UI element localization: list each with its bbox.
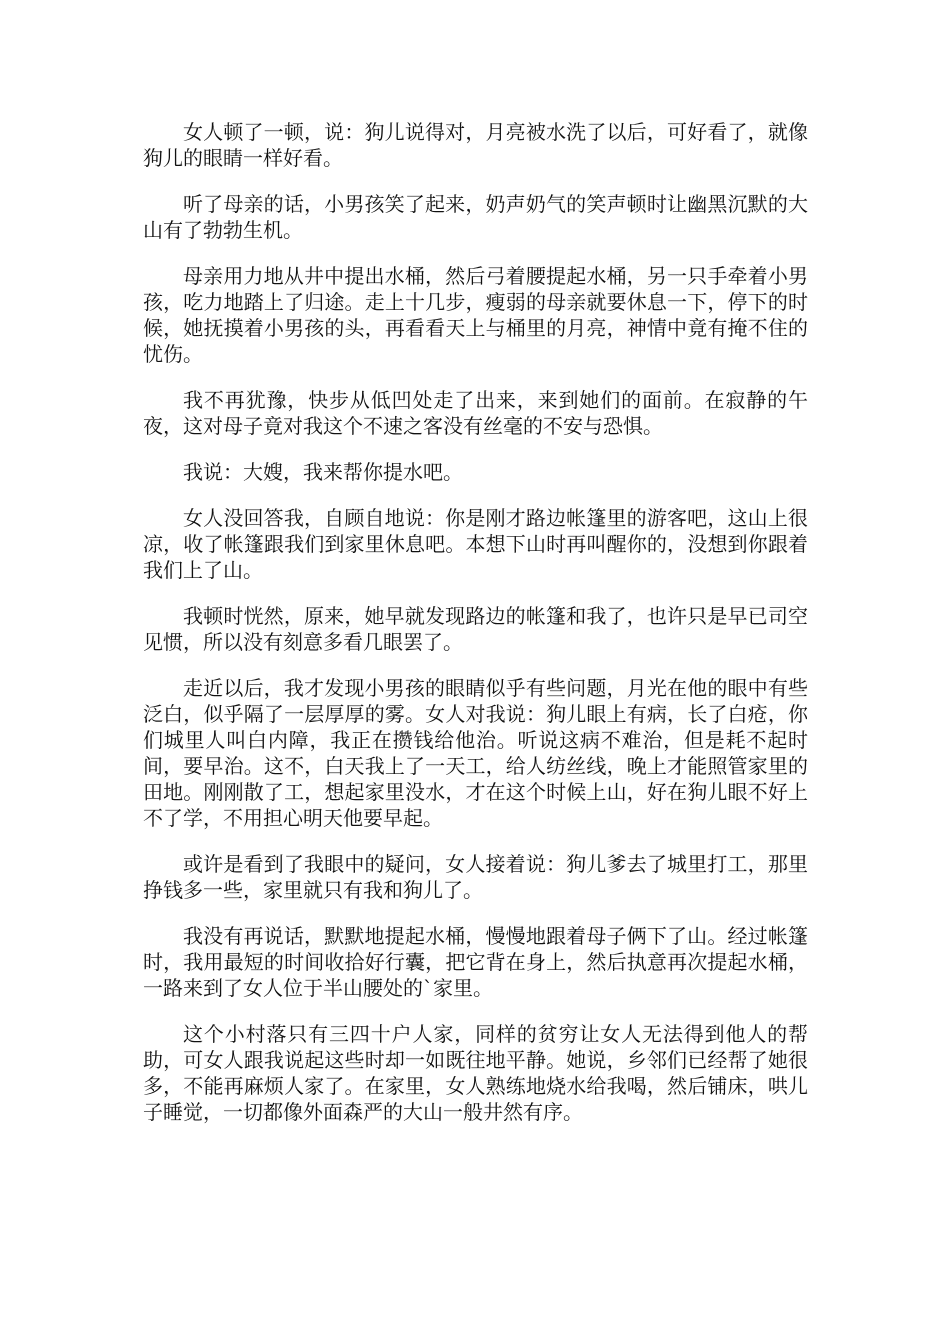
paragraph-11: 这个小村落只有三四十户人家，同样的贫穷让女人无法得到他人的帮助，可女人跟我说起这些时却一如既往地平静。她说，乡邻们已经帮了她很多，不能再麻烦人家了。在家里，女人熟练地烧水给我喝，然后铺床，哄儿子睡觉，一切都像外面森严的大山一般井然有序。: [143, 1022, 808, 1124]
paragraph-6: 女人没回答我，自顾自地说：你是刚才路边帐篷里的游客吧，这山上很凉，收了帐篷跟我们到家里休息吧。本想下山时再叫醒你的，没想到你跟着我们上了山。: [143, 506, 808, 582]
paragraph-9: 或许是看到了我眼中的疑问，女人接着说：狗儿爹去了城里打工，那里挣钱多一些，家里就只有我和狗儿了。: [143, 852, 808, 902]
paragraph-3: 母亲用力地从井中提出水桶，然后弓着腰提起水桶，另一只手牵着小男孩，吃力地踏上了归途。走上十几步，瘦弱的母亲就要休息一下，停下的时候，她抚摸着小男孩的头，再看看天上与桶里的月亮，神情中竟有掩不住的忧伤。: [143, 264, 808, 366]
paragraph-10: 我没有再说话，默默地提起水桶，慢慢地跟着母子俩下了山。经过帐篷时，我用最短的时间收拾好行囊，把它背在身上，然后执意再次提起水桶，一路来到了女人位于半山腰处的`家里。: [143, 924, 808, 1000]
paragraph-7: 我顿时恍然，原来，她早就发现路边的帐篷和我了，也许只是早已司空见惯，所以没有刻意多看几眼罢了。: [143, 604, 808, 654]
paragraph-8: 走近以后，我才发现小男孩的眼睛似乎有些问题，月光在他的眼中有些泛白，似乎隔了一层厚厚的雾。女人对我说：狗儿眼上有病，长了白疮，你们城里人叫白内障，我正在攒钱给他治。听说这病不难治，但是耗不起时间，要早治。这不，白天我上了一天工，给人纺丝线，晚上才能照管家里的田地。刚刚散了工，想起家里没水，才在这个时候上山，好在狗儿眼不好上不了学，不用担心明天他要早起。: [143, 676, 808, 830]
paragraph-2: 听了母亲的话，小男孩笑了起来，奶声奶气的笑声顿时让幽黑沉默的大山有了勃勃生机。: [143, 192, 808, 242]
paragraph-5: 我说：大嫂，我来帮你提水吧。: [183, 460, 463, 484]
document-body: [143, 119, 808, 1145]
paragraph-1: 女人顿了一顿，说：狗儿说得对，月亮被水洗了以后，可好看了，就像狗儿的眼睛一样好看。: [143, 120, 808, 170]
paragraph-4: 我不再犹豫，快步从低凹处走了出来，来到她们的面前。在寂静的午夜，这对母子竟对我这个不速之客没有丝毫的不安与恐惧。: [143, 388, 808, 438]
